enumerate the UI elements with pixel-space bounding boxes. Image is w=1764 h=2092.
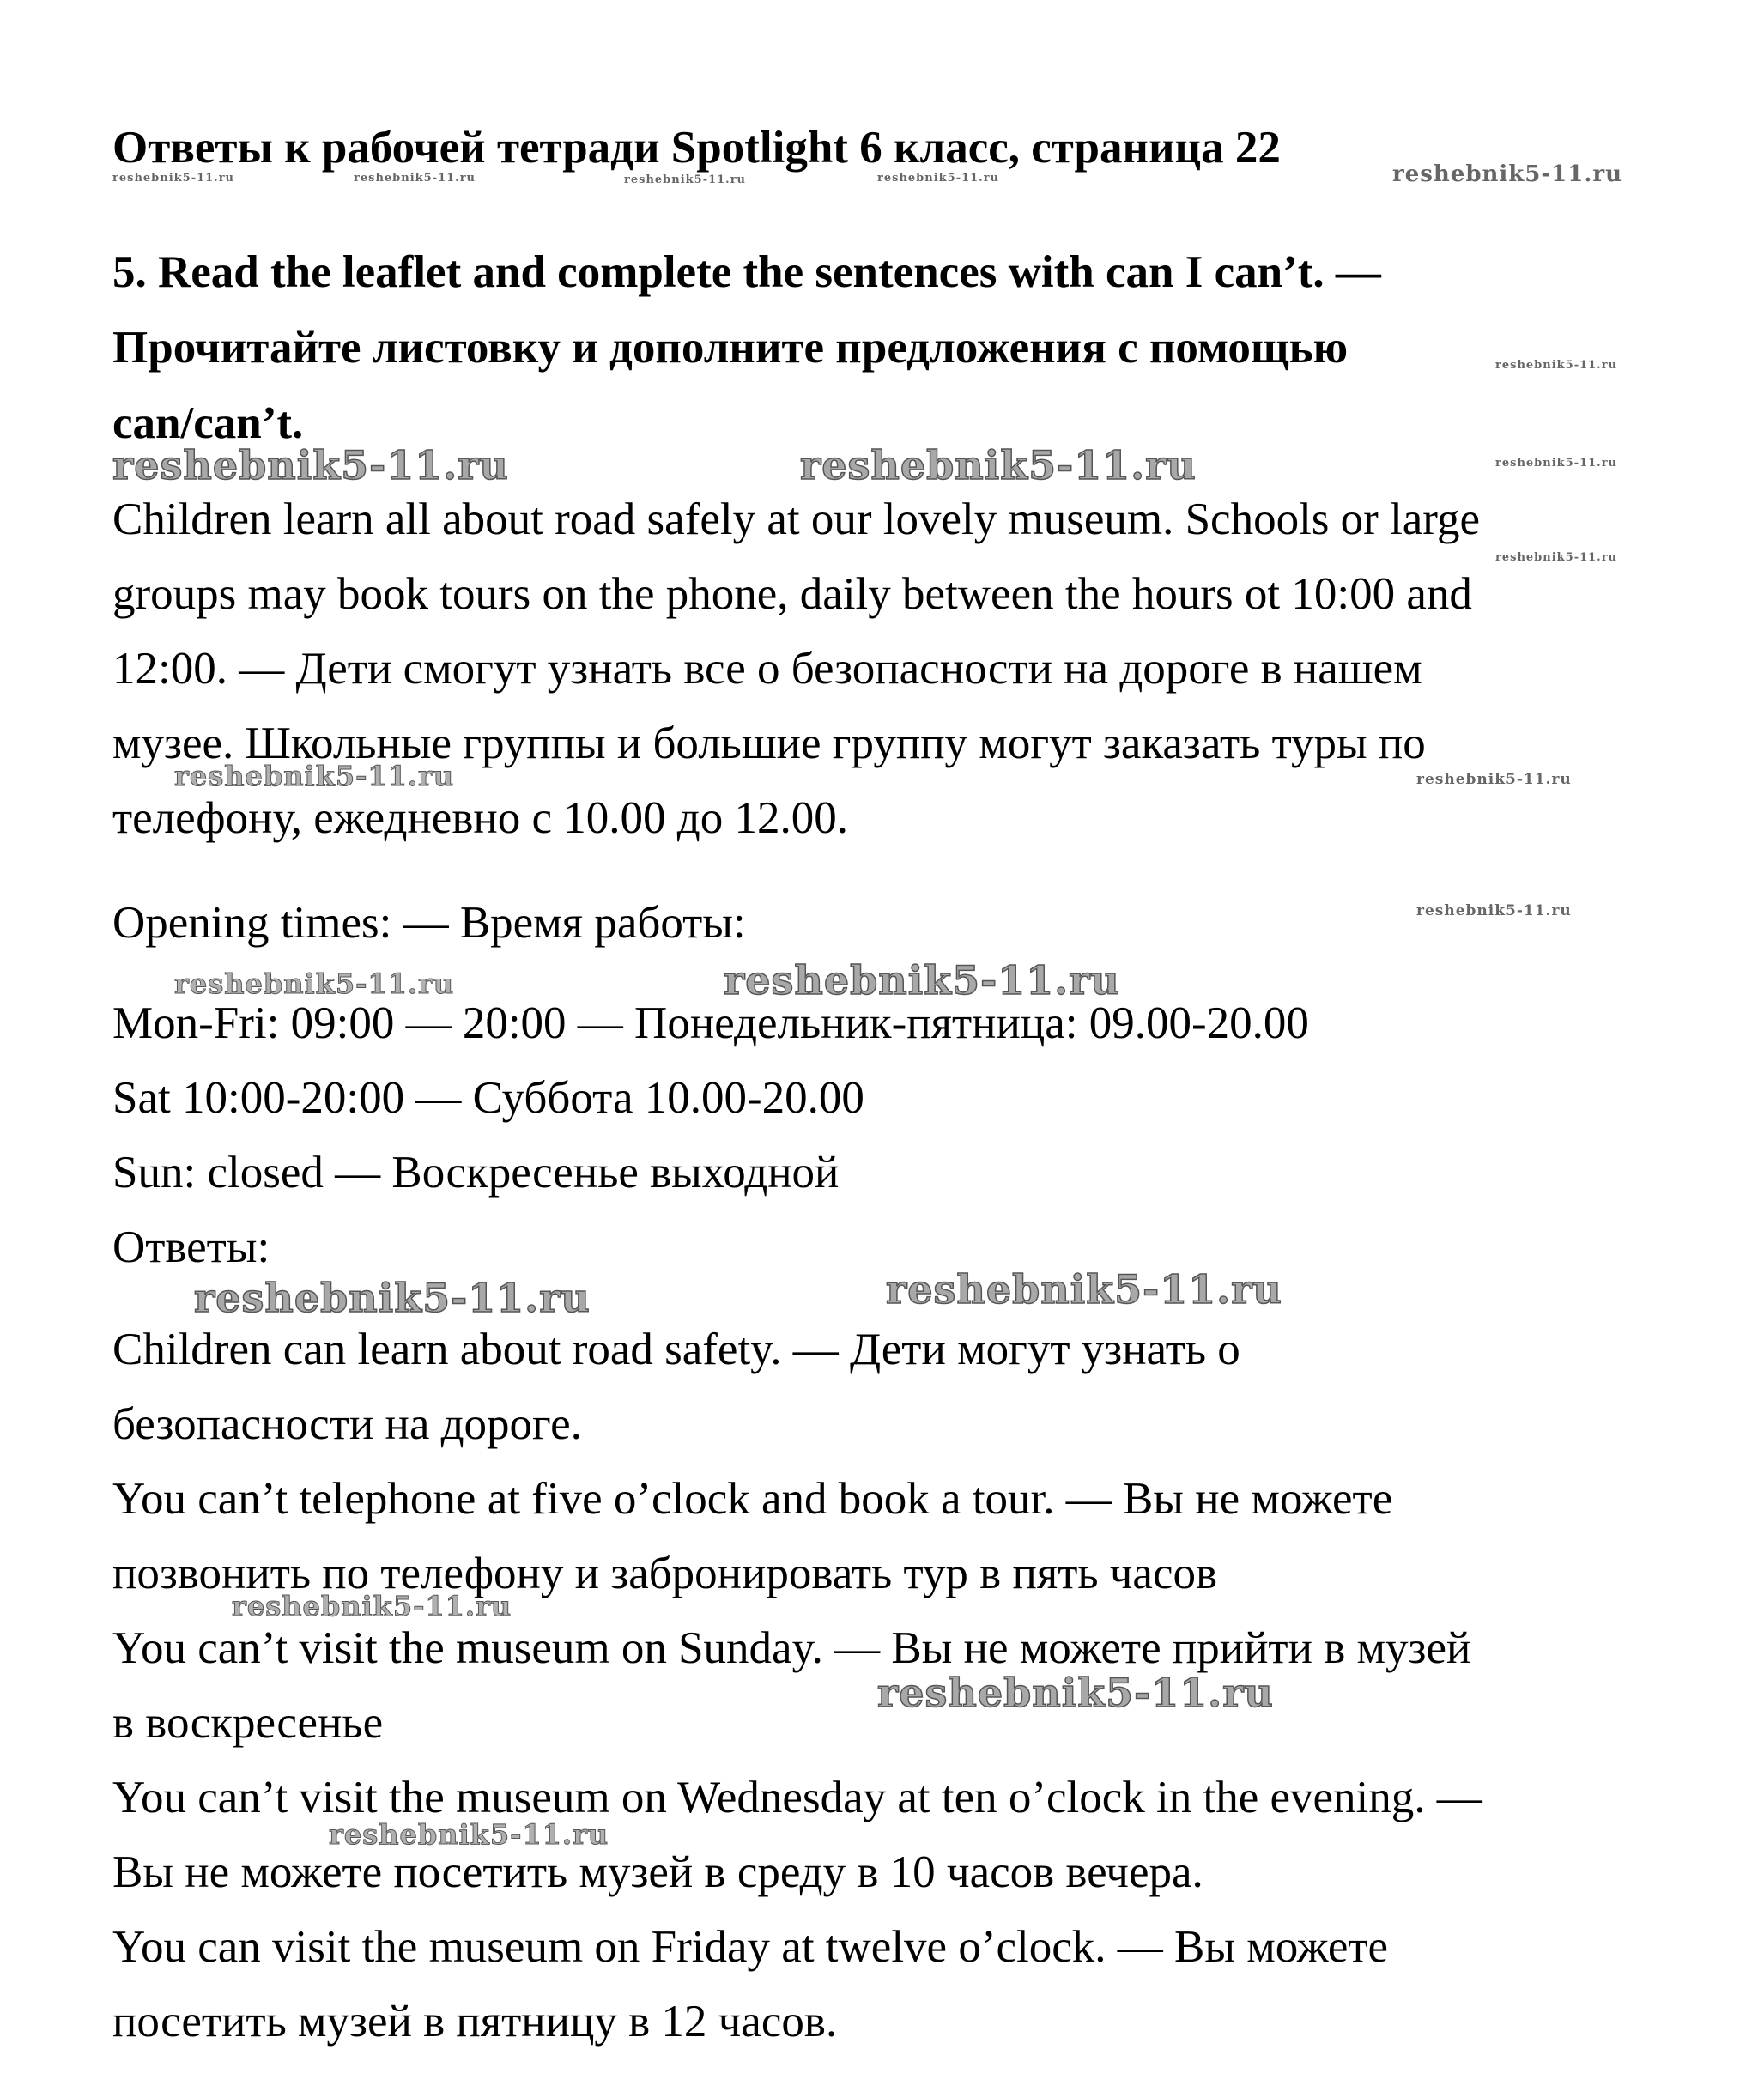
watermark: reshebnik5-11.ru — [194, 1275, 591, 1321]
answer-line: Children can learn about road safety. — Дети могут узнать о — [112, 1325, 1240, 1374]
answer-line: You can’t telephone at five o’clock and book a tour. — Вы не можете — [112, 1474, 1393, 1524]
watermark: reshebnik5-11.ru — [724, 957, 1120, 1004]
watermark: reshebnik5-11.ru — [1392, 161, 1623, 187]
watermark: reshebnik5-11.ru — [232, 1590, 512, 1622]
task-heading — [112, 234, 1623, 461]
leaflet-line: 12:00. — Дети смогут узнать все о безопасности на дороге в нашем — [112, 644, 1422, 694]
leaflet-line: телефону, ежедневно с 10.00 до 12.00. — [112, 793, 848, 843]
leaflet-line: groups may book tours on the phone, daily between the hours ot 10:00 and — [112, 569, 1472, 619]
watermark: reshebnik5-11.ru — [1495, 359, 1618, 372]
watermark: reshebnik5-11.ru — [624, 173, 747, 186]
task-line: can/can’t. — [112, 398, 304, 448]
answer-line: в воскресенье — [112, 1698, 384, 1748]
watermark: reshebnik5-11.ru — [1495, 551, 1618, 564]
watermark: reshebnik5-11.ru — [800, 442, 1197, 488]
answer-line: безопасности на дороге. — [112, 1399, 582, 1449]
leaflet-line: музее. Школьные группы и большие группу могут заказать туры по — [112, 719, 1426, 768]
opening-sunday: Sun: closed — Воскресенье выходной — [112, 1148, 840, 1198]
watermark: reshebnik5-11.ru — [329, 1818, 609, 1851]
answer-line: посетить музей в пятницу в 12 часов. — [112, 1997, 838, 2047]
watermark: reshebnik5-11.ru — [354, 172, 476, 185]
opening-weekdays: Mon-Fri: 09:00 — 20:00 — Понедельник-пятница: 09.00-20.00 — [112, 998, 1309, 1048]
answer-line: You can’t visit the museum on Sunday. — Вы не можете прийти в музей — [112, 1623, 1471, 1673]
watermark: reshebnik5-11.ru — [1416, 771, 1572, 788]
opening-times-heading: Opening times: — Время работы: — [112, 898, 746, 948]
opening-saturday: Sat 10:00-20:00 — Суббота 10.00-20.00 — [112, 1073, 864, 1123]
answers-heading: Ответы: — [112, 1222, 270, 1272]
watermark: reshebnik5-11.ru — [877, 1670, 1274, 1716]
leaflet-line: Children learn all about road safely at our lovely museum. Schools or large — [112, 494, 1481, 544]
task-line: Прочитайте листовку и дополните предложения с помощью — [112, 323, 1349, 373]
watermark: reshebnik5-11.ru — [886, 1266, 1282, 1313]
watermark: reshebnik5-11.ru — [112, 172, 235, 185]
answer-line: You can’t visit the museum on Wednesday at ten o’clock in the evening. — — [112, 1773, 1482, 1822]
watermark: reshebnik5-11.ru — [174, 967, 455, 1000]
answer-line: You can visit the museum on Friday at twelve o’clock. — Вы можете — [112, 1922, 1389, 1972]
watermark: reshebnik5-11.ru — [1416, 902, 1572, 919]
answer-line: позвонить по телефону и забронировать тур в пять часов — [112, 1549, 1218, 1598]
watermark: reshebnik5-11.ru — [174, 760, 455, 792]
task-line: 5. Read the leaflet and complete the sentences with can I can’t. — — [112, 247, 1381, 297]
answer-line: Вы не можете посетить музей в среду в 10 часов вечера. — [112, 1847, 1203, 1897]
page-title: Ответы к рабочей тетради Spotlight 6 класс, страница 22 — [112, 123, 1281, 173]
watermark: reshebnik5-11.ru — [877, 172, 1000, 185]
watermark: reshebnik5-11.ru — [112, 442, 509, 488]
watermark: reshebnik5-11.ru — [1495, 457, 1618, 470]
